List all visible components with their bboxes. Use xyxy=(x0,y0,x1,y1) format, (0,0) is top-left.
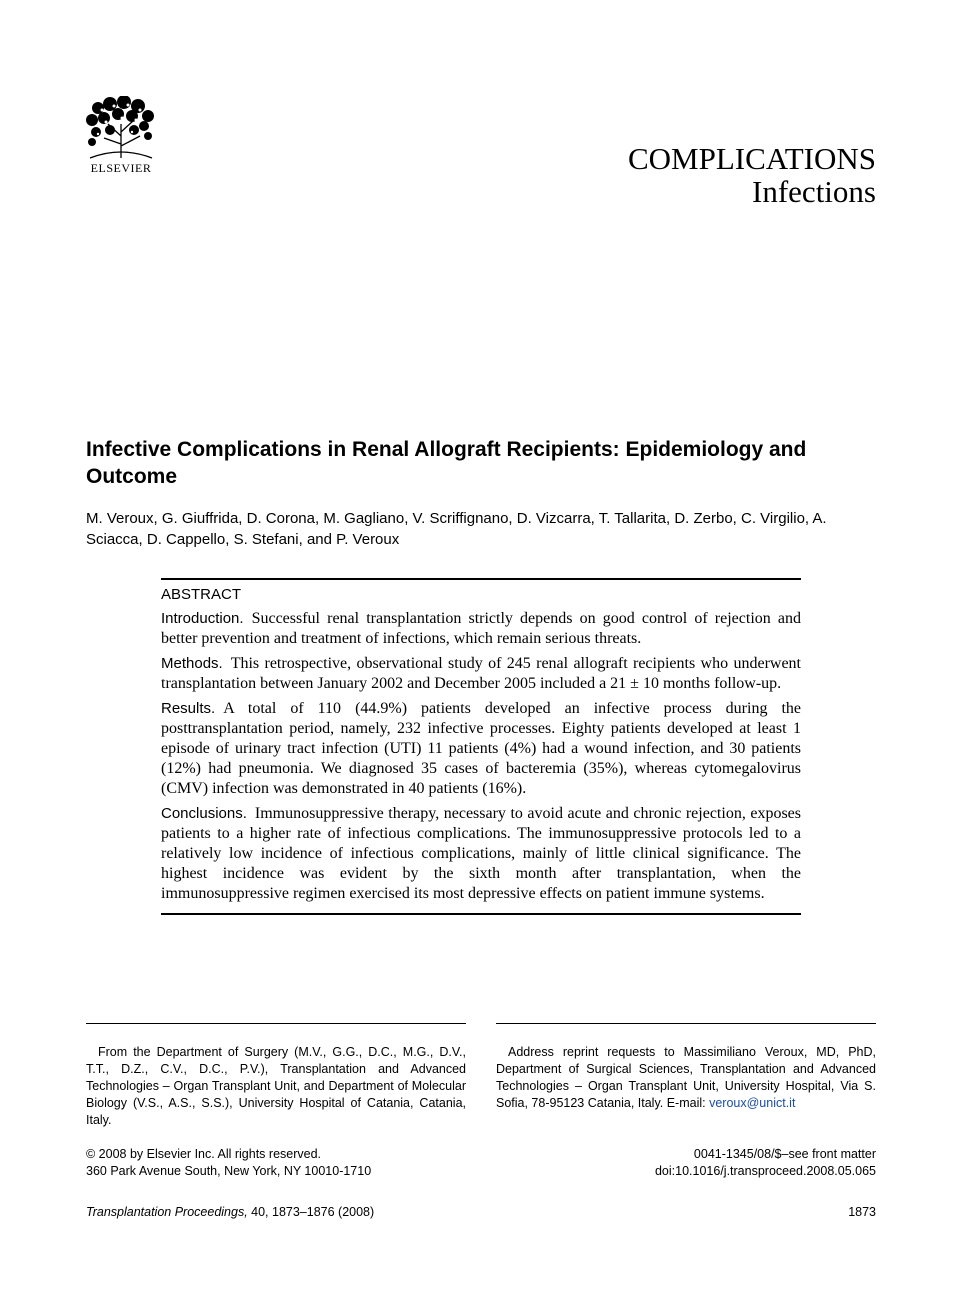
abstract-label: Introduction. xyxy=(161,610,244,627)
abstract-label: Results. xyxy=(161,700,216,717)
abstract-box xyxy=(161,578,801,915)
abstract-text: A total of 110 (44.9%) patients developed an infective process during the posttransplantation period, namely, 232 infective processes. Eighty patients developed at least 1 episode of urinary tract infection (UTI) 11 patients (4%) had a wound infection, and 30 patients (12%) had pneumonia. We diagnosed 35 cases of bacteremia (35%), whereas cytomegalovirus (CMV) infection was demonstrated in 40 patients (16%). xyxy=(161,700,801,797)
abstract-methods xyxy=(161,654,801,694)
article-title: Infective Complications in Renal Allograft Recipients: Epidemiology and Outcome xyxy=(86,438,807,488)
doi-line: doi:10.1016/j.transproceed.2008.05.065 xyxy=(654,1164,876,1178)
publisher-name: ELSEVIER xyxy=(90,161,152,175)
abstract-text: Successful renal transplantation strictly depends on good control of rejection and better prevention and treatment of infections, which remain serious threats. xyxy=(161,610,801,647)
abstract-label: Conclusions. xyxy=(161,805,247,822)
elsevier-tree-icon xyxy=(84,96,158,160)
journal-volume: 40, 1873–1876 (2008) xyxy=(247,1205,375,1219)
email-link[interactable]: veroux@unict.it xyxy=(709,1096,796,1110)
abstract-text: Immunosuppressive therapy, necessary to avoid acute and chronic rejection, exposes patients to a higher rate of infectious complications. The immunosuppressive protocols led to a relatively low incidence of infectious complications, mainly of little clinical significance. The highest incidence was evident by the sixth month after transplantation, when the immunosuppressive regimen exercised its most depressive effects on patient immune systems. xyxy=(161,805,801,902)
issn-line: 0041-1345/08/$–see front matter xyxy=(693,1147,876,1161)
copyright-line: © 2008 by Elsevier Inc. All rights reserved. xyxy=(86,1147,322,1161)
abstract-conclusions xyxy=(161,804,801,904)
reprint-note xyxy=(496,1044,876,1112)
section-category: COMPLICATIONS xyxy=(627,141,876,176)
journal-citation xyxy=(86,1204,586,1221)
footnote-divider-left xyxy=(86,1023,466,1024)
section-header xyxy=(628,142,876,208)
abstract-label: Methods. xyxy=(161,655,223,672)
issn-block xyxy=(496,1146,876,1180)
abstract-heading: ABSTRACT xyxy=(161,586,242,603)
affiliation-note: From the Department of Surgery (M.V., G.G., D.C., M.G., D.V., T.T., D.Z., C.V., D.C., P.V.), Transplantation and Advanced Technologies – Organ Transplant Unit, and Department of Molecular Biology (V.S., A.S., S.S.), University Hospital of Catania, Catania, Italy. xyxy=(86,1045,466,1127)
abstract-text: This retrospective, observational study of 245 renal allograft recipients who underwent transplantation between January 2002 and December 2005 included a 21 ± 10 months follow-up. xyxy=(161,655,801,692)
page-number: 1873 xyxy=(848,1205,876,1219)
footnote-divider-right xyxy=(496,1023,876,1024)
copyright-block xyxy=(86,1146,466,1180)
section-subcategory: Infections xyxy=(752,174,876,209)
reprint-text: Address reprint requests to Massimiliano Veroux, MD, PhD, Department of Surgical Sciences, Transplantation and Advanced Technologies – Organ Transplant Unit, University Hospital, Via S. Sofia, 78-95123 Catania, Italy. E-mail: xyxy=(496,1045,876,1110)
publisher-address: 360 Park Avenue South, New York, NY 10010-1710 xyxy=(86,1164,372,1178)
abstract-results xyxy=(161,699,801,799)
journal-name: Transplantation Proceedings, xyxy=(86,1205,248,1219)
abstract-introduction xyxy=(161,609,801,649)
author-list: M. Veroux, G. Giuffrida, D. Corona, M. Gagliano, V. Scriffignano, D. Vizcarra, T. Tallarita, D. Zerbo, C. Virgilio, A. Sciacca, D. Cappello, S. Stefani, and P. Veroux xyxy=(86,510,827,548)
